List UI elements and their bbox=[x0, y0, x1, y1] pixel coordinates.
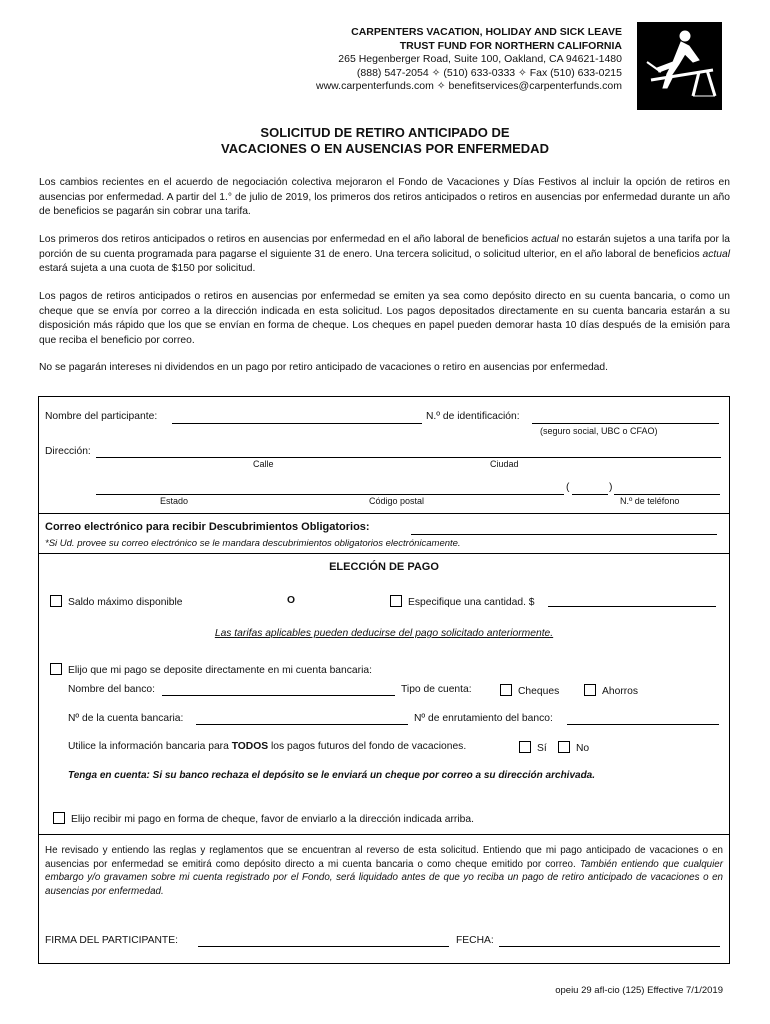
p2-text-b: no estarán sujetos a una tarifa por la porción de su cuenta programada para pagarse el siguiente 31 de enero. Una tercera solicitud, o solicitud ulterior, en el año laboral de beneficios bbox=[39, 234, 730, 260]
email-note: *Si Ud. provee su correo electrónico se le mandara descubrimientos obligatorios electrónicamente. bbox=[45, 538, 461, 549]
check-option-label: Elijo recibir mi pago en forma de cheque, favor de enviarlo a la dirección indicada arriba. bbox=[71, 814, 474, 825]
phone-paren-open: ( bbox=[566, 482, 570, 493]
street-label: Calle bbox=[253, 459, 274, 469]
direct-deposit-label: Elijo que mi pago se deposite directamente en mi cuenta bancaria: bbox=[68, 665, 372, 676]
use-info-todos: TODOS bbox=[231, 741, 269, 752]
max-balance-checkbox[interactable] bbox=[50, 595, 62, 607]
or-label: O bbox=[287, 595, 296, 606]
use-info-text-b: los pagos futuros del fondo de vacaciones. bbox=[268, 741, 467, 752]
certification-text bbox=[45, 844, 723, 898]
checking-label: Cheques bbox=[518, 686, 560, 697]
p2-actual-1: actual bbox=[531, 234, 559, 245]
email-label: Correo electrónico para recibir Descubrimientos Obligatorios: bbox=[45, 521, 370, 533]
p2-text-c: estará sujeta a una cuota de $150 por solicitud. bbox=[39, 263, 256, 274]
participant-name-field[interactable] bbox=[172, 423, 422, 424]
checking-checkbox[interactable] bbox=[500, 684, 512, 696]
check-checkbox[interactable] bbox=[53, 812, 65, 824]
divider bbox=[38, 553, 730, 554]
max-balance-label: Saldo máximo disponible bbox=[68, 597, 183, 608]
certification-text-a: He revisado y entiendo las reglas y reglamentos que se encuentran al reverso de esta solicitud. Entiendo que mi pago anticipado de vacaciones o en ausencias por enfermedad se emitirá como depósito directo a mi cuenta bancaria o como cheque emitido por correo. bbox=[45, 845, 723, 870]
email-field[interactable] bbox=[411, 534, 717, 535]
no-label: No bbox=[576, 743, 590, 754]
signature-label: FIRMA DEL PARTICIPANTE: bbox=[45, 935, 178, 946]
checking-option[interactable] bbox=[500, 684, 559, 697]
id-number-hint: (seguro social, UBC o CFAO) bbox=[540, 426, 658, 436]
city-label: Ciudad bbox=[490, 459, 519, 469]
signature-field[interactable] bbox=[198, 946, 449, 947]
savings-label: Ahorros bbox=[602, 686, 639, 697]
future-payments-no-option[interactable] bbox=[558, 741, 589, 754]
participant-name-label: Nombre del participante: bbox=[45, 411, 158, 422]
intro-paragraph-3: Los pagos de retiros anticipados o retiros en ausencias por enfermedad se emiten ya sea como depósito directo en su cuenta bancaria, o como un cheque que se envía por correo a la dirección indicada en esta solicitud. Los pagos depositados directamente en su cuenta bancaria estarán a su disposición más rápido que los que se envían en forma de cheque. Los cheques en papel pueden demorar hasta 10 días después de la emisión para que reciba el beneficio por correo. bbox=[39, 291, 730, 346]
intro-paragraph-4: No se pagarán intereses ni dividendos en un pago por retiro anticipado de vacaciones o retiro en ausencias por enfermedad. bbox=[39, 362, 608, 373]
use-info-text-a: Utilice la información bancaria para bbox=[68, 741, 232, 752]
p2-text-a: Los primeros dos retiros anticipados o retiros en ausencias por enfermedad en el año laboral de beneficios bbox=[39, 234, 532, 245]
id-number-field[interactable] bbox=[532, 423, 719, 424]
specify-amount-option[interactable] bbox=[390, 595, 535, 608]
address-label: Dirección: bbox=[45, 446, 91, 457]
account-type-label: Tipo de cuenta: bbox=[401, 684, 472, 695]
certification-text-b: También entiendo que cualquier embargo y/o gravamen sobre mi cuenta registrado por el Fondo, será liquidado antes de que yo reciba un pago de retiro anticipado de vacaciones o en ausencias por enfermedad. bbox=[45, 858, 723, 897]
divider bbox=[38, 513, 730, 514]
state-label: Estado bbox=[160, 496, 189, 506]
date-field[interactable] bbox=[499, 946, 720, 947]
org-name-line1: CARPENTERS VACATION, HOLIDAY AND SICK LEAVE bbox=[351, 26, 622, 38]
org-address: 265 Hegenberger Road, Suite 100, Oakland, CA 94621-1480 bbox=[338, 53, 622, 65]
savings-checkbox[interactable] bbox=[584, 684, 596, 696]
bank-name-label: Nombre del banco: bbox=[68, 684, 156, 695]
form-footer: opeiu 29 afl-cio (125) Effective 7/1/2019 bbox=[555, 985, 723, 996]
title-line2: VACACIONES O EN AUSENCIAS POR ENFERMEDAD bbox=[221, 141, 549, 156]
p2-actual-2: actual bbox=[702, 248, 730, 260]
bank-reject-warning: Tenga en cuenta: Si su banco rechaza el depósito se le enviará un cheque por correo a su dirección archivada. bbox=[68, 770, 596, 781]
phone-paren-close: ) bbox=[609, 482, 613, 493]
direct-deposit-option[interactable] bbox=[50, 663, 372, 676]
routing-number-label: Nº de enrutamiento del banco: bbox=[414, 713, 553, 724]
specify-amount-checkbox[interactable] bbox=[390, 595, 402, 607]
account-number-label: Nº de la cuenta bancaria: bbox=[68, 713, 184, 724]
bank-name-field[interactable] bbox=[162, 695, 395, 696]
future-payments-question bbox=[68, 741, 466, 752]
form-title bbox=[0, 125, 770, 157]
direct-deposit-checkbox[interactable] bbox=[50, 663, 62, 675]
yes-label: Sí bbox=[537, 743, 547, 754]
zip-label: Código postal bbox=[369, 496, 425, 506]
date-label: FECHA: bbox=[456, 935, 494, 946]
payment-election-heading: ELECCIÓN DE PAGO bbox=[329, 561, 439, 573]
org-phones: (888) 547-2054 ✧ (510) 633-0333 ✧ Fax (510) 633-0215 bbox=[356, 66, 622, 79]
amount-field[interactable] bbox=[548, 606, 716, 607]
phone-area-code-field[interactable] bbox=[572, 494, 608, 495]
check-option[interactable] bbox=[53, 812, 474, 825]
account-number-field[interactable] bbox=[196, 724, 408, 725]
org-web: www.carpenterfunds.com ✧ benefitservices@carpenterfunds.com bbox=[315, 80, 622, 92]
id-number-label: N.º de identificación: bbox=[426, 411, 520, 422]
future-payments-yes-option[interactable] bbox=[519, 741, 547, 754]
letterhead bbox=[316, 26, 622, 94]
fees-note: Las tarifas aplicables pueden deducirse del pago solicitado anteriormente. bbox=[214, 628, 554, 639]
title-line1: SOLICITUD DE RETIRO ANTICIPADO DE bbox=[260, 125, 510, 140]
state-zip-field[interactable] bbox=[96, 494, 564, 495]
max-balance-option[interactable] bbox=[50, 595, 182, 608]
phone-label: N.º de teléfono bbox=[620, 496, 680, 506]
specify-amount-label: Especifique una cantidad. $ bbox=[408, 597, 535, 608]
savings-option[interactable] bbox=[584, 684, 638, 697]
divider bbox=[38, 834, 730, 835]
intro-paragraph-2 bbox=[39, 233, 730, 277]
routing-number-field[interactable] bbox=[567, 724, 719, 725]
org-name-line2: TRUST FUND FOR NORTHERN CALIFORNIA bbox=[399, 39, 622, 52]
no-checkbox[interactable] bbox=[558, 741, 570, 753]
address-street-city-field[interactable] bbox=[96, 457, 721, 458]
carpenter-logo-icon bbox=[637, 22, 722, 110]
phone-number-field[interactable] bbox=[614, 494, 720, 495]
intro-paragraph-1: Los cambios recientes en el acuerdo de negociación colectiva mejoraron el Fondo de Vacaciones y Días Festivos al incluir la opción de retiros en ausencias por enfermedad. A partir del 1.° de julio de 2019, los primeros dos retiros anticipados o retiros en ausencias por enfermedad durante un año de beneficios se pagarán sin cobrar una tarifa. bbox=[39, 177, 730, 217]
yes-checkbox[interactable] bbox=[519, 741, 531, 753]
